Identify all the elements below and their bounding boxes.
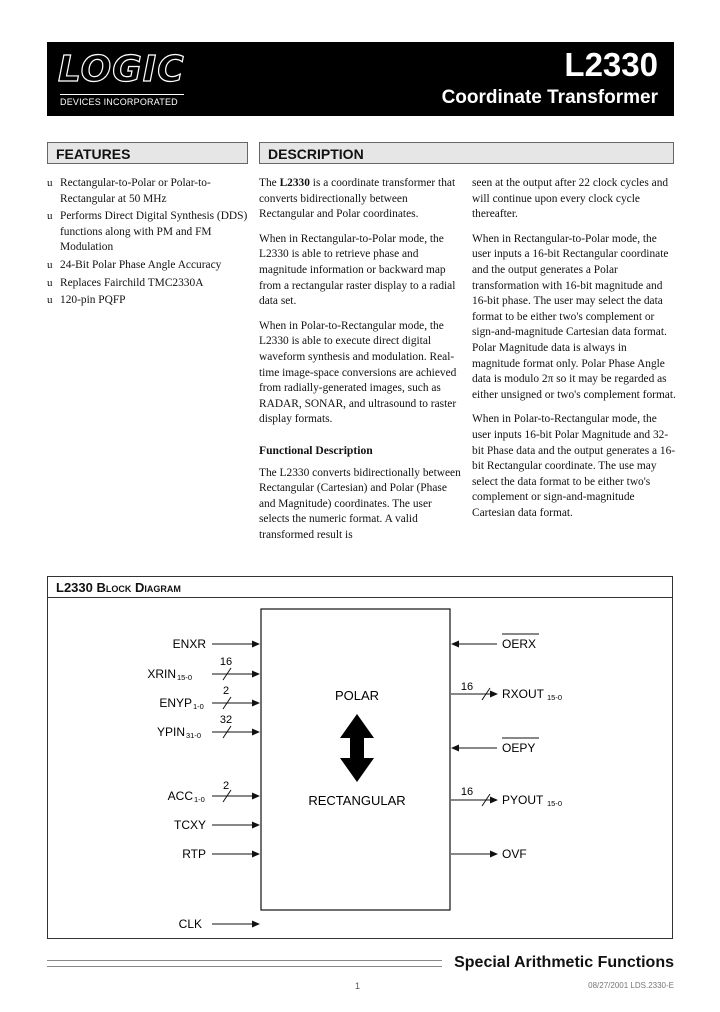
bullet-icon: u [47, 294, 53, 307]
bullet-icon: u [47, 258, 53, 271]
feature-text: Replaces Fairchild TMC2330A [60, 276, 204, 289]
input-oepy [452, 738, 539, 755]
signal-label: YPIN [156, 725, 185, 739]
feature-text: Performs Direct Digital Synthesis (DDS) functions along with PM and FM Modulation [60, 210, 248, 254]
bus-width: 16 [460, 681, 474, 693]
block-label-polar: POLAR [334, 688, 380, 703]
signal-label: ENXR [172, 637, 206, 651]
functional-description-heading: Functional Description [259, 443, 373, 457]
description-paragraph: When in Polar-to-Rectangular mode, the user inputs 16-bit Polar Magnitude and 32-bit Phase data and the output generates a 16-bit Rectangular coordinate. The use may select the data format to be either two's complement or sign-and-magnitude Cartesian data format. [472, 413, 676, 519]
feature-text: 120-pin PQFP [60, 294, 126, 307]
signal-label: TCXY [173, 818, 206, 832]
footer-title: Special Arithmetic Functions [454, 954, 674, 971]
input-tcxy [174, 818, 259, 832]
document-code: 08/27/2001 LDS.2330-E [588, 981, 674, 990]
page-number: 1 [355, 981, 361, 991]
input-enxr [173, 637, 259, 651]
logo-subtext: DEVICES INCORPORATED [60, 97, 178, 107]
signal-label: CLK [178, 917, 202, 931]
feature-text: Rectangular-to-Polar or Polar-to-Rectangular at 50 MHz [60, 177, 211, 205]
output-pyout [451, 786, 562, 808]
description-paragraph: The L2330 converts bidirectionally between Rectangular (Cartesian) and Polar (Phase and Magnitude) coordinates. The user selects the numeric format. A valid transformed result is [259, 466, 461, 541]
signal-label: XRIN [147, 667, 176, 681]
description-paragraph: When in Polar-to-Rectangular mode, the L2330 is able to execute direct digital waveform synthesis and modulation. Real-time image-space conversions are achieved from radially-generated images, such as RADAR, SONAR, and ultrasound to raster display formats. [259, 319, 457, 426]
bus-width: 16 [219, 656, 233, 668]
paragraph-text: The [259, 177, 280, 189]
bus-width: 16 [460, 786, 474, 798]
signal-label: PYOUT [502, 793, 544, 807]
features-heading: FEATURES [47, 142, 248, 164]
signal-subscript: 15-0 [547, 693, 563, 702]
signal-label: OERX [502, 637, 537, 651]
paragraph-text: is a coordinate transformer that converts bidirectionally between Rectangular and Polar coordinates. [259, 177, 456, 221]
footer-rule [47, 960, 442, 967]
signal-subscript: 15-0 [177, 673, 193, 682]
bus-width: 2 [222, 780, 230, 792]
bus-width: 2 [222, 685, 230, 697]
signal-label: ENYP [159, 696, 192, 710]
description-paragraph: When in Rectangular-to-Polar mode, the L2330 is able to retrieve phase and magnitude information or backward map from a rectangular raster display to a radial data set. [259, 232, 456, 308]
bullet-icon: u [47, 210, 53, 223]
block-label-rectangular: RECTANGULAR [308, 793, 406, 808]
part-description: Coordinate Transformer [441, 87, 658, 108]
bullet-icon: u [47, 276, 53, 289]
signal-subscript: 1-0 [193, 702, 204, 711]
input-ypin [157, 714, 259, 740]
signal-label: OVF [502, 847, 527, 861]
input-clk [179, 917, 259, 931]
signal-label: OEPY [502, 741, 536, 755]
output-ovf [451, 847, 527, 861]
feature-text: 24-Bit Polar Phase Angle Accuracy [60, 258, 222, 271]
input-xrin [147, 656, 259, 682]
output-rxout [451, 681, 562, 702]
description-paragraph: When in Rectangular-to-Polar mode, the user inputs a 16-bit Rectangular coordinate and the output generates a Polar transformation with 16-bit magnitude and 16-bit phase. The user may select the data format to be either two's complement or sign-and-magnitude Cartesian data format. Polar Magnitude data is always in magnitude format only. Polar Phase Angle data is modulo 2π so it may be regarded as either unsigned or two's complement format. [472, 232, 676, 401]
block-diagram-title-text: Block Diagram [96, 580, 181, 595]
description-paragraph: seen at the output after 22 clock cycles and will continue upon every clock cycle thereafter. [472, 177, 669, 221]
signal-label: RTP [182, 847, 206, 861]
part-number: L2330 [564, 46, 658, 83]
input-oerx [452, 634, 539, 651]
bullet-icon: u [47, 177, 53, 189]
input-rtp [182, 847, 259, 861]
signal-subscript: 15-0 [547, 799, 563, 808]
part-reference: L2330 [279, 177, 310, 189]
input-acc [168, 780, 259, 804]
bus-width: 32 [219, 714, 233, 726]
signal-subscript: 1-0 [194, 795, 205, 804]
signal-label: ACC [167, 789, 193, 803]
description-heading: DESCRIPTION [259, 142, 674, 164]
signal-subscript: 31-0 [186, 731, 202, 740]
company-logo: LOGIC [58, 49, 185, 90]
signal-label: RXOUT [502, 687, 544, 701]
block-diagram-title-part: L2330 [56, 580, 93, 595]
input-enyp [159, 685, 259, 711]
